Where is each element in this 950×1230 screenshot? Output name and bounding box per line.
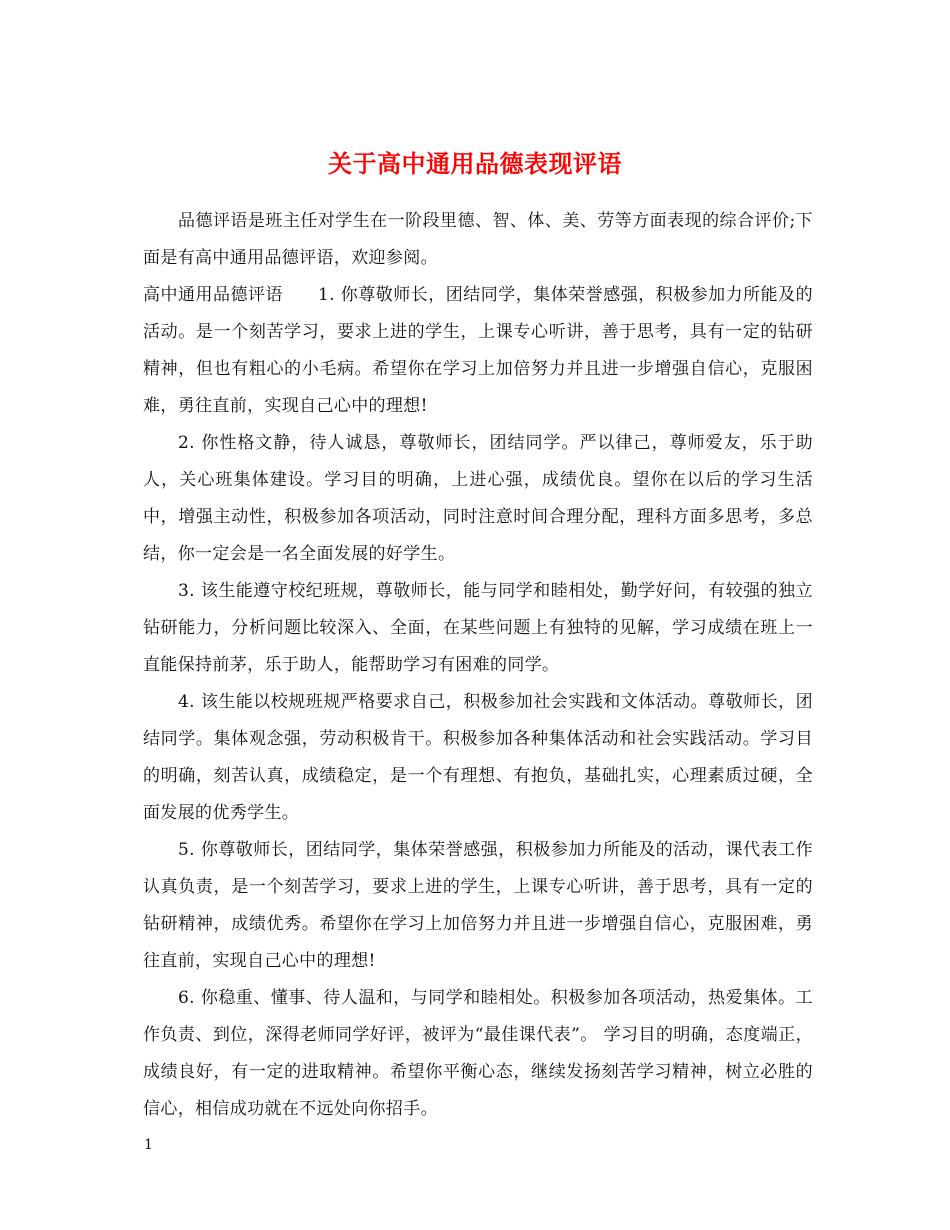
comment-paragraph-6: 6. 你稳重、懂事、待人温和，与同学和睦相处。积极参加各项活动，热爱集体。工作负责、到位，深得老师同学好评，被评为“最佳课代表”。 学习目的明确，态度端正，成绩良好，有一定的进取精神。希望你平衡心态，继续发扬刻苦学习精神，树立必胜的信心，相信成功就在不远处向你招手。 bbox=[143, 988, 813, 1119]
intro-paragraph: 品德评语是班主任对学生在一阶段里德、智、体、美、劳等方面表现的综合评价;下面是有高中通用品德评语，欢迎参阅。 bbox=[143, 211, 813, 268]
document-title: 关于高中通用品德表现评语 bbox=[328, 149, 622, 179]
page-number: 1 bbox=[144, 1137, 153, 1153]
comment-paragraph-1: 高中通用品德评语 1. 你尊敬师长，团结同学，集体荣誉感强，积极参加力所能及的活动。是一个刻苦学习，要求上进的学生，上课专心听讲，善于思考，具有一定的钻研精神，但也有粗心的小毛病。希望你在学习上加倍努力并且进一步增强自信心，克服困难，勇往直前，实现自己心中的理想! bbox=[143, 285, 813, 416]
comment-paragraph-2: 2. 你性格文静，待人诚恳，尊敬师长，团结同学。严以律己，尊师爱友，乐于助人，关心班集体建设。学习目的明确，上进心强，成绩优良。望你在以后的学习生活中，增强主动性，积极参加各项活动，同时注意时间合理分配，理科方面多思考，多总结，你一定会是一名全面发展的好学生。 bbox=[143, 433, 813, 564]
document-body bbox=[143, 203, 813, 1128]
comment-paragraph-4: 4. 该生能以校规班规严格要求自己，积极参加社会实践和文体活动。尊敬师长，团结同学。集体观念强，劳动积极肯干。积极参加各种集体活动和社会实践活动。学习目的明确，刻苦认真，成绩稳定，是一个有理想、有抱负，基础扎实，心理素质过硬，全面发展的优秀学生。 bbox=[143, 692, 813, 823]
comment-paragraph-3: 3. 该生能遵守校纪班规，尊敬师长，能与同学和睦相处，勤学好问，有较强的独立钻研能力，分析问题比较深入、全面，在某些问题上有独特的见解，学习成绩在班上一直能保持前茅，乐于助人，能帮助学习有困难的同学。 bbox=[143, 581, 813, 675]
comment-paragraph-5: 5. 你尊敬师长，团结同学，集体荣誉感强，积极参加力所能及的活动，课代表工作认真负责，是一个刻苦学习，要求上进的学生，上课专心听讲，善于思考，具有一定的钻研精神，成绩优秀。希望你在学习上加倍努力并且进一步增强自信心，克服困难，勇往直前，实现自己心中的理想! bbox=[143, 840, 813, 971]
